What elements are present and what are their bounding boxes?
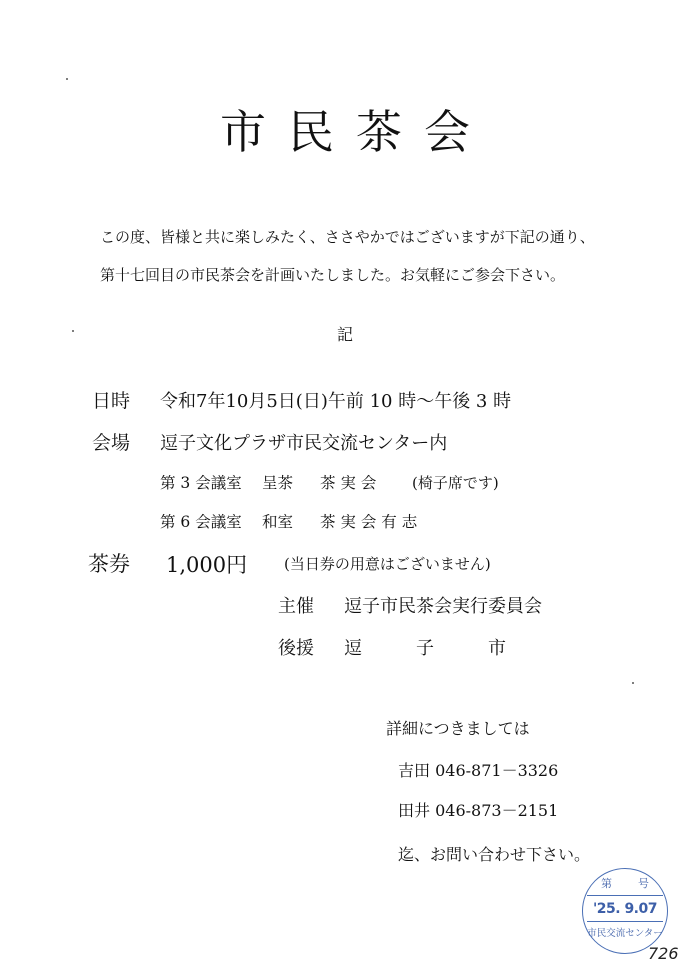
datetime-label: 日時 [92, 390, 131, 412]
stamp-date: '25. 9.07 [592, 901, 657, 917]
stamp-number-label: 第 [601, 877, 612, 890]
room1-type: 呈茶 [262, 474, 294, 492]
handwritten-note: 726 [648, 944, 679, 963]
document-title: 市民茶会 [220, 105, 492, 159]
scan-speck [72, 330, 74, 332]
ticket-note: (当日券の用意はございません) [284, 555, 491, 573]
ticket-price: 1,000円 [166, 553, 248, 577]
datetime-value: 令和7年10月5日(日)午前 10 時〜午後 3 時 [160, 391, 512, 412]
organizer-label: 主催 [278, 596, 314, 617]
receipt-stamp [582, 868, 668, 954]
venue-label: 会場 [92, 432, 131, 454]
contact-person-2: 田井 046-873－2151 [398, 801, 559, 820]
ki-heading: 記 [336, 325, 353, 344]
ticket-label: 茶券 [88, 552, 130, 576]
organizer-value: 逗子市民茶会実行委員会 [344, 596, 542, 617]
stamp-number-suffix: 号 [638, 877, 649, 890]
scan-speck [66, 78, 68, 80]
sponsor-label: 後援 [278, 638, 314, 659]
room2-type: 和室 [262, 513, 294, 531]
room1-name: 第 3 会議室 [160, 474, 242, 492]
room1-host: 茶 実 会 [320, 474, 377, 492]
room1-note: (椅子席です) [412, 474, 499, 492]
stamp-office: 市民交流センター [587, 928, 663, 939]
contact-person-1: 吉田 046-871－3326 [398, 761, 559, 780]
contact-closing: 迄、お問い合わせ下さい。 [398, 845, 591, 864]
intro-line-2: 第十七回目の市民茶会を計画いたしました。お気軽にご参会下さい。 [100, 266, 566, 284]
venue-value: 逗子文化プラザ市民交流センター内 [160, 433, 448, 454]
scan-speck [632, 682, 634, 684]
room2-host: 茶 実 会 有 志 [320, 513, 418, 531]
room2-name: 第 6 会議室 [160, 513, 242, 531]
contact-heading: 詳細につきましては [386, 719, 530, 738]
sponsor-value: 逗 子 市 [344, 638, 506, 659]
intro-line-1: この度、皆様と共に楽しみたく、ささやかではございますが下記の通り、 [100, 228, 595, 246]
